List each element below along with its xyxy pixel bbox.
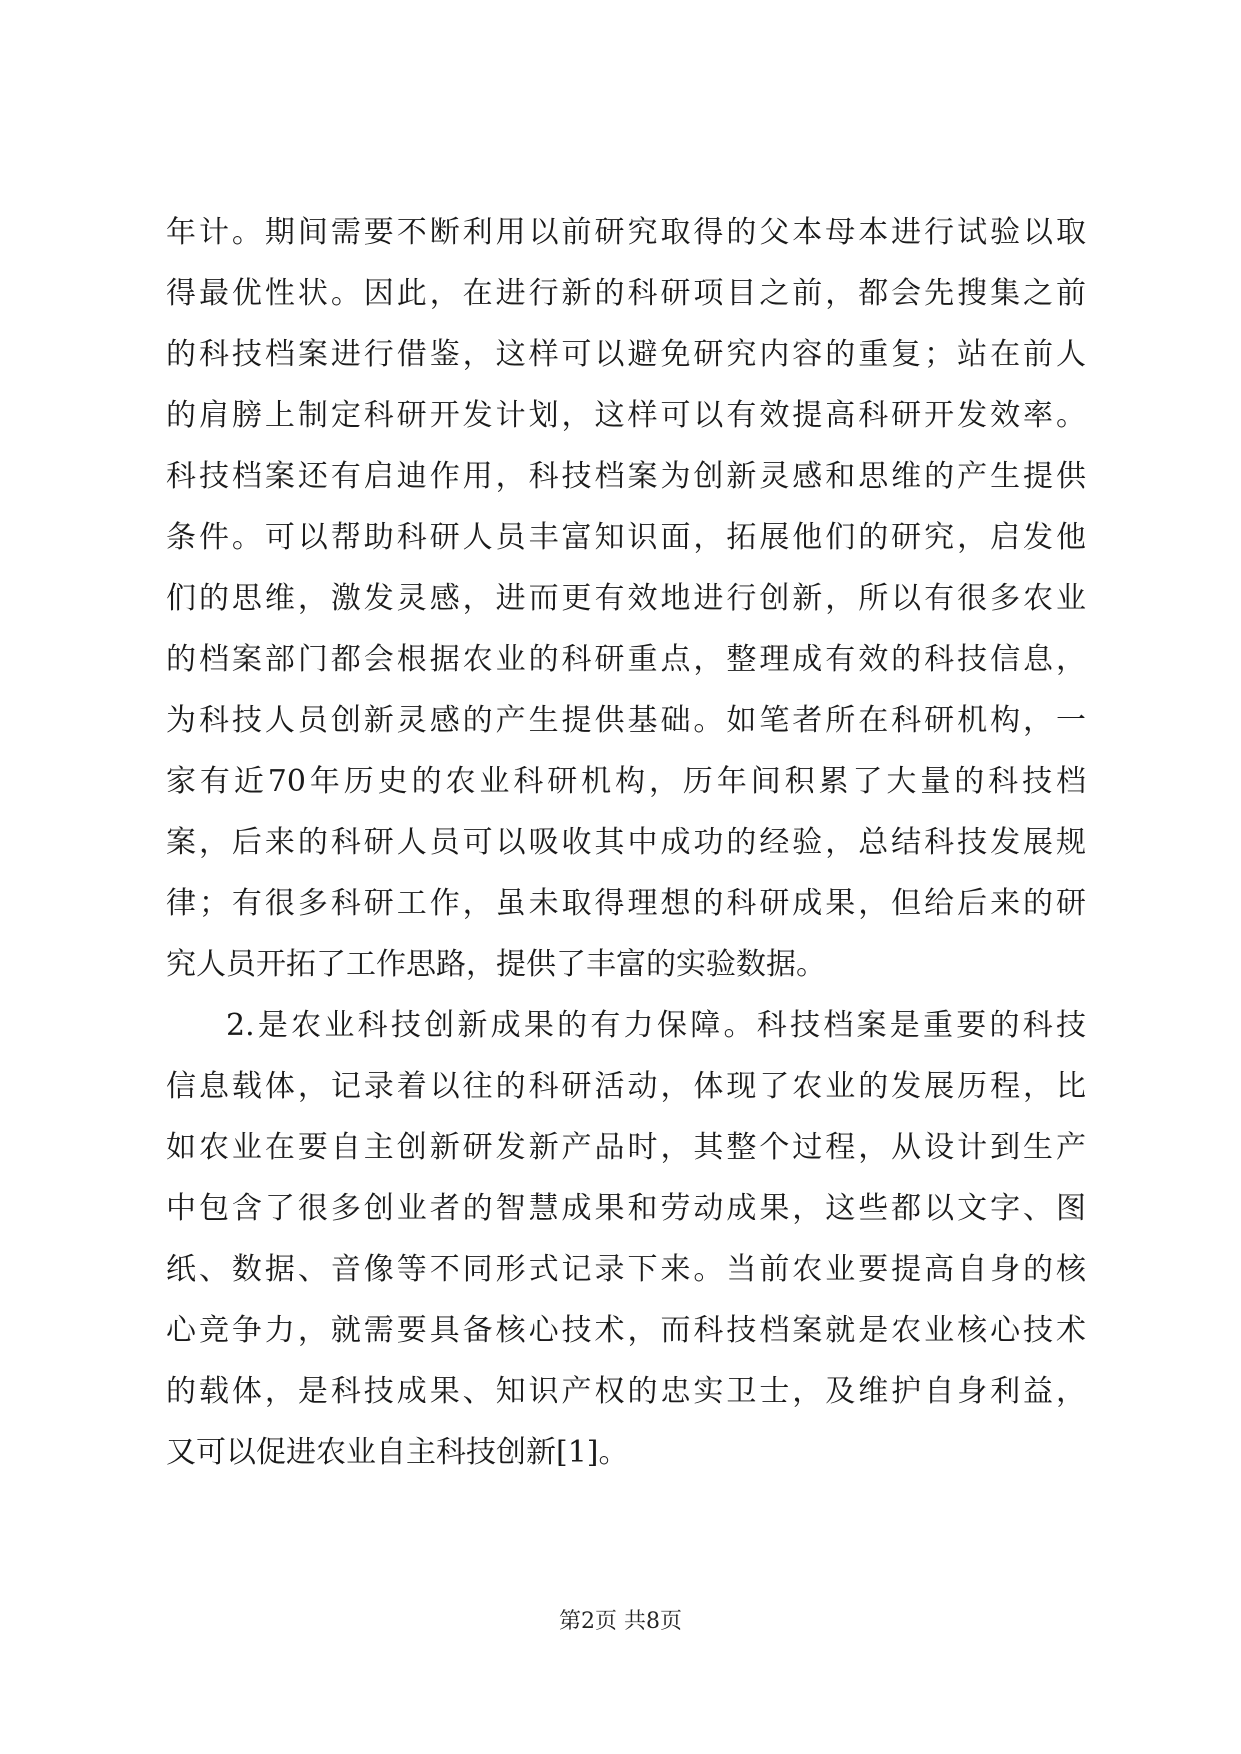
text-line: 的科技档案进行借鉴，这样可以避免研究内容的重复；站在前人 bbox=[166, 337, 1086, 372]
document-body bbox=[166, 202, 1086, 1483]
text-line: 的档案部门都会根据农业的科研重点，整理成有效的科技信息， bbox=[166, 642, 1086, 677]
text-line: 信息载体，记录着以往的科研活动，体现了农业的发展历程，比 bbox=[166, 1069, 1086, 1104]
text-line: 又可以促进农业自主科技创新[1]。 bbox=[166, 1435, 629, 1470]
text-line: 究人员开拓了工作思路，提供了丰富的实验数据。 bbox=[166, 947, 826, 982]
text-line: 为科技人员创新灵感的产生提供基础。如笔者所在科研机构，一 bbox=[166, 703, 1086, 738]
text-line: 的载体，是科技成果、知识产权的忠实卫士，及维护自身利益， bbox=[166, 1374, 1086, 1409]
text-line: 的肩膀上制定科研开发计划，这样可以有效提高科研开发效率。 bbox=[166, 398, 1086, 433]
text-line: 科技档案还有启迪作用，科技档案为创新灵感和思维的产生提供 bbox=[166, 459, 1086, 494]
text-line: 心竞争力，就需要具备核心技术，而科技档案就是农业核心技术 bbox=[166, 1313, 1086, 1348]
text-line: 如农业在要自主创新研发新产品时，其整个过程，从设计到生产 bbox=[166, 1130, 1086, 1165]
page-number-footer: 第2页 共8页 bbox=[559, 1609, 682, 1634]
text-line: 们的思维，激发灵感，进而更有效地进行创新，所以有很多农业 bbox=[166, 581, 1086, 616]
text-line: 律；有很多科研工作，虽未取得理想的科研成果，但给后来的研 bbox=[166, 886, 1086, 921]
text-line: 案，后来的科研人员可以吸收其中成功的经验，总结科技发展规 bbox=[166, 825, 1086, 860]
paragraph-first-line: 2.是农业科技创新成果的有力保障。科技档案是重要的科技 bbox=[226, 1008, 1086, 1043]
text-line: 中包含了很多创业者的智慧成果和劳动成果，这些都以文字、图 bbox=[166, 1191, 1086, 1226]
text-line: 得最优性状。因此，在进行新的科研项目之前，都会先搜集之前 bbox=[166, 276, 1086, 311]
text-line: 家有近70年历史的农业科研机构，历年间积累了大量的科技档 bbox=[166, 764, 1086, 799]
text-line: 条件。可以帮助科研人员丰富知识面，拓展他们的研究，启发他 bbox=[166, 520, 1086, 555]
text-line: 年计。期间需要不断利用以前研究取得的父本母本进行试验以取 bbox=[166, 215, 1086, 250]
text-line: 纸、数据、音像等不同形式记录下来。当前农业要提高自身的核 bbox=[166, 1252, 1086, 1287]
